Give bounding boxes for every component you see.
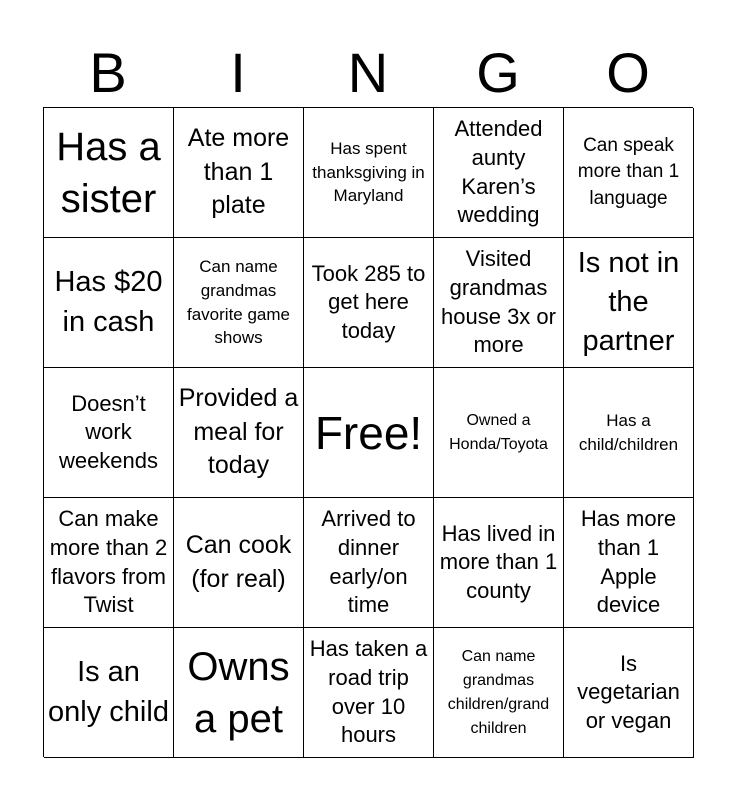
bingo-cell[interactable] — [564, 368, 694, 498]
cell-text: Can make more than 2 flavors from Twist — [49, 506, 168, 618]
bingo-cell[interactable] — [174, 238, 304, 368]
cell-text: Arrived to dinner early/on time — [321, 506, 416, 618]
bingo-cell[interactable] — [434, 628, 564, 758]
free-space-text: Free! — [314, 406, 423, 459]
header-letter-o: O — [606, 41, 650, 104]
cell-text: Visited grandmas house 3x or more — [441, 246, 556, 358]
cell-text: Can name grandmas favorite game shows — [187, 256, 290, 348]
cell-text: Is not in the partner — [577, 246, 680, 358]
cell-text: Provided a meal for today — [178, 383, 299, 480]
bingo-cell[interactable] — [304, 238, 434, 368]
bingo-cell[interactable] — [174, 498, 304, 628]
cell-text: Has spent thanksgiving in Maryland — [312, 138, 425, 206]
header-letter-n: N — [347, 41, 389, 104]
cell-text: Doesn’t work weekends — [58, 390, 159, 473]
bingo-cell[interactable] — [564, 628, 694, 758]
cell-text: Attended aunty Karen’s wedding — [454, 116, 543, 228]
bingo-cell[interactable] — [434, 238, 564, 368]
cell-text: Owns a pet — [187, 644, 290, 741]
bingo-cell[interactable] — [44, 498, 174, 628]
cell-text: Has lived in more than 1 county — [439, 520, 558, 603]
bingo-cell[interactable] — [434, 498, 564, 628]
bingo-header — [43, 40, 693, 106]
bingo-grid — [43, 107, 693, 757]
bingo-cell[interactable] — [304, 108, 434, 238]
cell-text: Has taken a road trip over 10 hours — [309, 636, 428, 748]
cell-text: Can speak more than 1 language — [577, 134, 680, 209]
bingo-cell[interactable] — [564, 238, 694, 368]
cell-text: Owned a Honda/Toyota — [449, 411, 548, 453]
bingo-cell[interactable] — [304, 498, 434, 628]
bingo-cell[interactable] — [174, 368, 304, 498]
cell-text: Can cook (for real) — [185, 530, 292, 593]
cell-text: Is an only child — [48, 656, 169, 728]
bingo-cell[interactable] — [564, 108, 694, 238]
cell-text: Ate more than 1 plate — [187, 123, 290, 220]
free-space-cell[interactable] — [304, 368, 434, 498]
cell-text: Is vegetarian or vegan — [577, 650, 680, 733]
cell-text: Has a sister — [56, 124, 161, 221]
header-letter-g: G — [476, 41, 520, 104]
cell-text: Has a child/children — [578, 410, 679, 454]
cell-text: Has $20 in cash — [54, 266, 163, 338]
cell-text: Took 285 to get here today — [311, 260, 426, 343]
bingo-cell[interactable] — [44, 108, 174, 238]
cell-text: Has more than 1 Apple device — [580, 506, 677, 618]
bingo-cell[interactable] — [434, 108, 564, 238]
bingo-cell[interactable] — [44, 368, 174, 498]
header-letter-i: I — [230, 41, 246, 104]
bingo-cell[interactable] — [304, 628, 434, 758]
bingo-cell[interactable] — [174, 108, 304, 238]
bingo-cell[interactable] — [564, 498, 694, 628]
bingo-cell[interactable] — [174, 628, 304, 758]
bingo-cell[interactable] — [434, 368, 564, 498]
cell-text: Can name grandmas children/grand children — [447, 647, 550, 737]
header-letter-b: B — [89, 41, 127, 104]
bingo-cell[interactable] — [44, 238, 174, 368]
bingo-cell[interactable] — [44, 628, 174, 758]
